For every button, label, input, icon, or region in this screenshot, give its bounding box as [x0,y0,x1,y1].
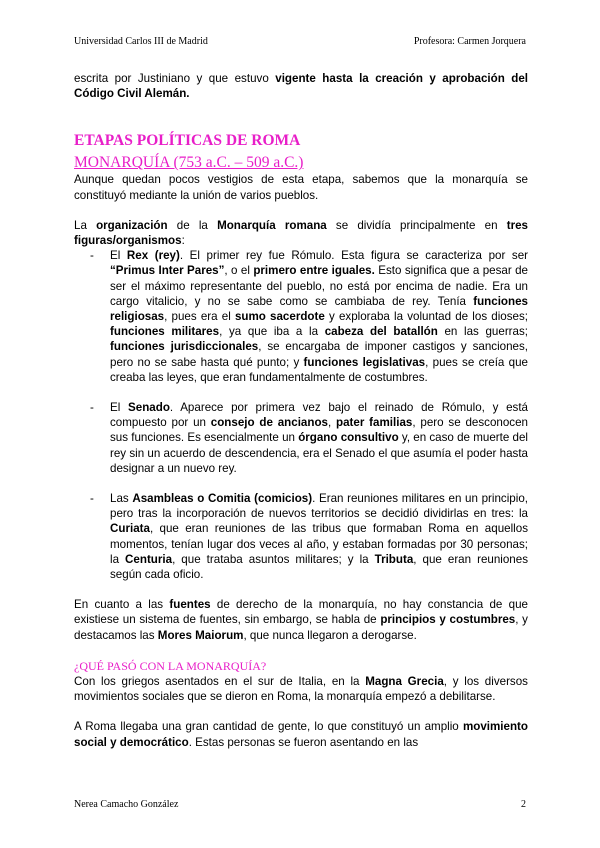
list-item-senado: - El Senado. Aparece por primera vez bajo el reinado de Rómulo, y está compuesto por un consejo de ancianos, pater familias, pero se desconocen sus funciones. Es esencialmente un órgano consultivo y, en caso de muerte del rey sin un acuerdo de descendencia, era el Senado el que asumía el poder hasta designar a un nuevo rey. [110,400,528,476]
list-item-asambleas: - Las Asambleas o Comitia (comicios). Eran reuniones militares en un principio, pero tras la incorporación de nuevos territorios se decidió dividirlas en tres: la Curiata, que eran reuniones de las tribus que formaban Roma en aquellos momentos, tenían lugar dos veces al año, y estaban formadas por 30 personas; la Centuria, que trataba asuntos militares; y la Tributa, que eran reuniones según cada oficio. [110,491,528,582]
paragraph-migration: A Roma llegaba una gran cantidad de gente, lo que constituyó un amplio movimiento social y democrático. Estas personas se fueron asentando en las [74,720,528,749]
list-item-rex: - El Rex (rey). El primer rey fue Rómulo. Esta figura se caracteriza por ser “Primus Inter Pares”, o el primero entre iguales. Esto significa que a pesar de ser el máximo representante del pueblo, no está por encima de nadie. Era un cargo vitalicio, y no se sabe como se cambiaba de rey. Tenía funciones religiosas, pues era el sumo sacerdote y exploraba la voluntad de los dioses; funciones militares, ya que iba a la cabeza del batallón en las guerras; funciones jurisdiccionales, se encargaba de imponer castigos y sanciones, pero no se sabe hasta qué punto; y funciones legislativas, pues se creía que creaba las leyes, que eran fundamentalmente de costumbres. [110,248,528,385]
section-heading: ETAPAS POLÍTICAS DE ROMA [74,132,301,150]
subsection-heading: MONARQUÍA (753 a.C. – 509 a.C.) [74,154,304,172]
paragraph-intro: Aunque quedan pocos vestigios de esta etapa, sabemos que la monarquía se constituyó mediante la unión de varios pueblos. [74,173,528,202]
header-university: Universidad Carlos III de Madrid [74,36,208,47]
page-footer [74,799,526,810]
paragraph-organization: La organización de la Monarquía romana se dividía principalmente en tres figuras/organismos: [74,218,528,248]
paragraph-fuentes: En cuanto a las fuentes de derecho de la monarquía, no hay constancia de que existiese un sistema de fuentes, sin embargo, se habla de principios y costumbres, y destacamos las Mores Maiorum, que nunca llegaron a derogarse. [74,598,528,642]
page-header [74,36,526,47]
paragraph-decline: Con los griegos asentados en el sur de Italia, en la Magna Grecia, y los diversos movimientos sociales que se dieron en Roma, la monarquía empezó a debilitarse. [74,674,528,704]
question-heading: ¿QUÉ PASÓ CON LA MONARQUÍA? [74,658,267,673]
header-professor: Profesora: Carmen Jorquera [413,36,526,47]
paragraph-continuation: escrita por Justiniano y que estuvo vigente hasta la creación y aprobación del Código Civil Alemán. [74,72,528,101]
document-body [74,71,528,750]
organization-list [74,248,528,582]
footer-author: Nerea Camacho González [74,799,179,810]
footer-page-number: 2 [521,799,526,810]
